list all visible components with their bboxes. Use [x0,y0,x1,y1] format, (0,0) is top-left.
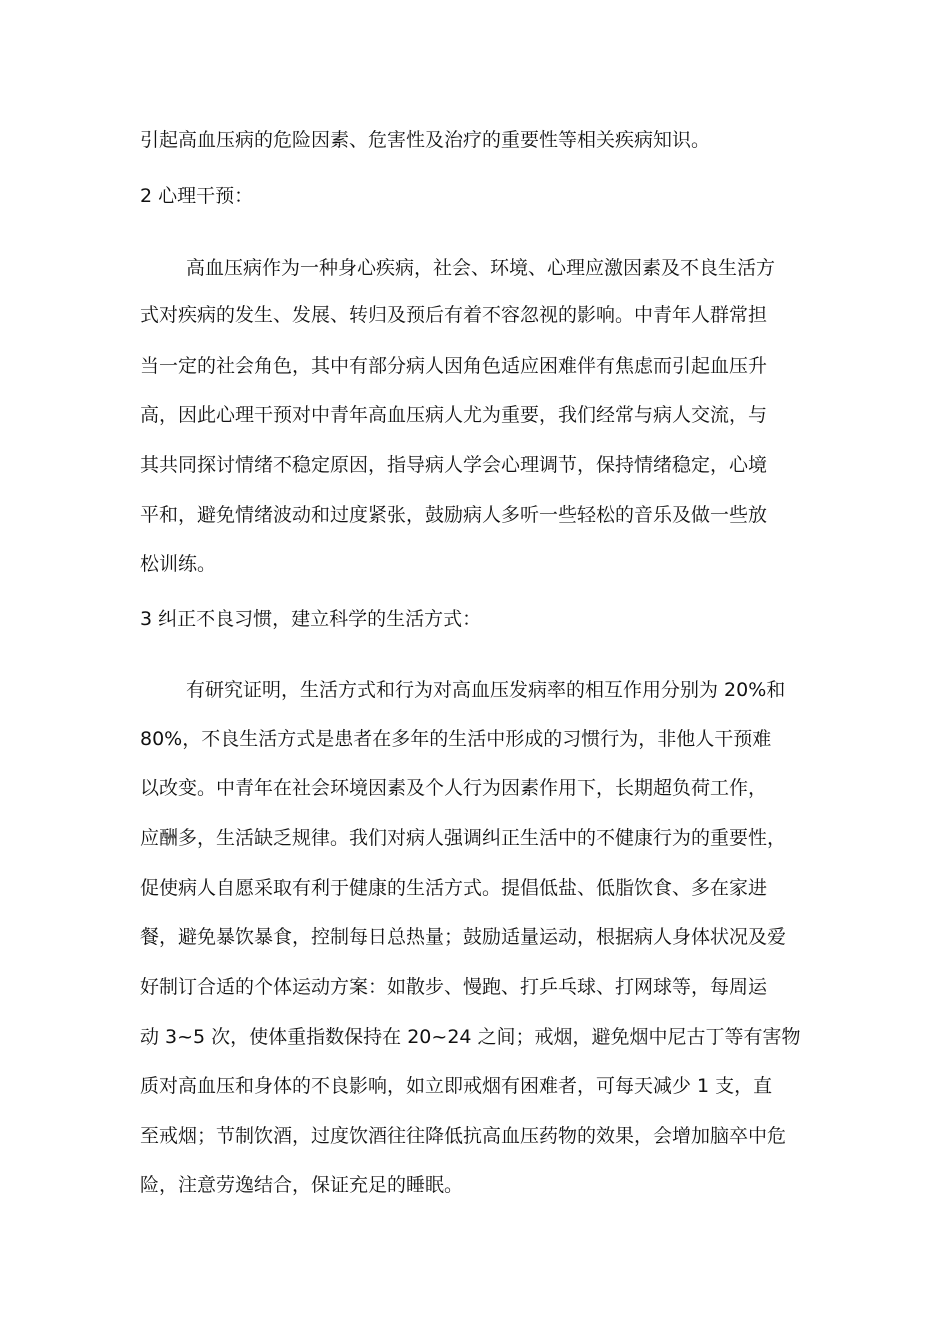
text-line: 其共同探讨情绪不稳定原因，指导病人学会心理调节，保持情绪稳定，心境 [140,454,768,476]
text-line: 高，因此心理干预对中青年高血压病人尤为重要，我们经常与病人交流，与 [140,404,768,426]
text-line: 当一定的社会角色，其中有部分病人因角色适应困难伴有焦虑而引起血压升 [140,355,768,377]
text-line: 松训练。 [140,553,217,575]
text-line: 险，注意劳逸结合，保证充足的睡眠。 [140,1174,464,1196]
text-line: 应酬多，生活缺乏规律。我们对病人强调纠正生活中的不健康行为的重要性， [140,827,787,849]
text-line: 有研究证明，生活方式和行为对高血压发病率的相互作用分别为 20%和 [186,679,786,701]
text-line: 质对高血压和身体的不良影响，如立即戒烟有困难者，可每天减少 1 支，直 [140,1075,773,1097]
text-line: 至戒烟；节制饮酒，过度饮酒往往降低抗高血压药物的效果，会增加脑卒中危 [140,1125,787,1147]
section-heading-2: 2 心理干预： [140,185,254,207]
text-line: 高血压病作为一种身心疾病，社会、环境、心理应激因素及不良生活方 [186,257,776,279]
text-line: 以改变。中青年在社会环境因素及个人行为因素作用下，长期超负荷工作， [140,777,768,799]
text-line: 好制订合适的个体运动方案：如散步、慢跑、打乒乓球、打网球等，每周运 [140,976,768,998]
text-line: 促使病人自愿采取有利于健康的生活方式。提倡低盐、低脂饮食、多在家进 [140,877,768,899]
text-line: 引起高血压病的危险因素、危害性及治疗的重要性等相关疾病知识。 [140,129,711,151]
section-heading-3: 3 纠正不良习惯，建立科学的生活方式： [140,608,482,630]
text-line: 式对疾病的发生、发展、转归及预后有着不容忽视的影响。中青年人群常担 [140,304,768,326]
text-line: 平和，避免情绪波动和过度紧张，鼓励病人多听一些轻松的音乐及做一些放 [140,504,768,526]
text-line: 动 3~5 次，使体重指数保持在 20~24 之间；戒烟，避免烟中尼古丁等有害物 [140,1026,801,1048]
text-line: 餐，避免暴饮暴食，控制每日总热量；鼓励适量运动，根据病人身体状况及爱 [140,926,787,948]
text-line: 80%，不良生活方式是患者在多年的生活中形成的习惯行为，非他人干预难 [140,728,772,750]
